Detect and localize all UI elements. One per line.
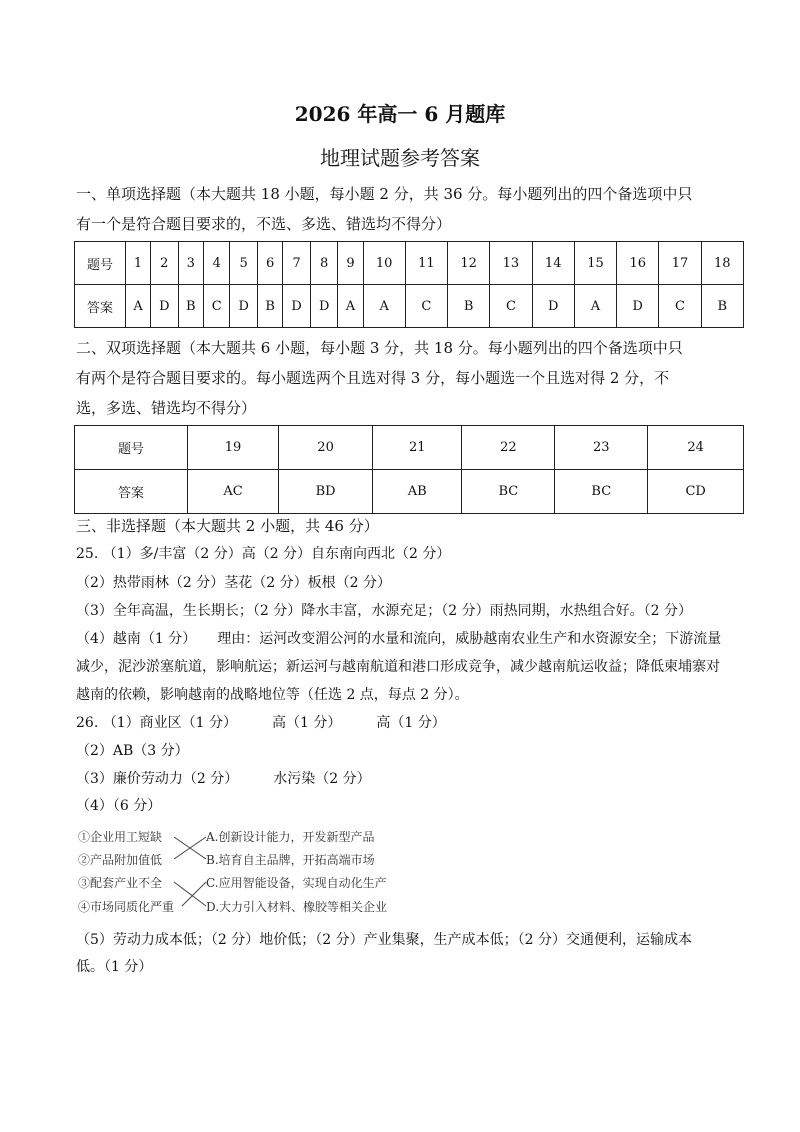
question-cell: 11 bbox=[405, 242, 447, 285]
page-subtitle: 地理试题参考答案 bbox=[320, 146, 480, 170]
row-label-answer: 答案 bbox=[75, 470, 188, 514]
q25-line5: 减少，泥沙淤塞航道，影响航运；新运河与越南航道和港口形成竞争，减少越南航运收益；降低柬埔寨对 bbox=[76, 659, 720, 675]
question-cell: 18 bbox=[701, 242, 743, 285]
answer-cell: B bbox=[448, 285, 490, 328]
row-label-answer: 答案 bbox=[75, 285, 126, 328]
answer-cell: BD bbox=[279, 470, 373, 514]
section1-line2: 有一个是符合题目要求的，不选、多选、错选均不得分） bbox=[76, 215, 452, 233]
answer-cell: C bbox=[204, 285, 230, 328]
matching-left-item: ④市场同质化严重 bbox=[78, 900, 175, 914]
matching-diagram bbox=[78, 826, 398, 922]
table-row bbox=[75, 242, 744, 285]
question-cell: 21 bbox=[373, 426, 462, 470]
answer-cell: A bbox=[126, 285, 151, 328]
answer-cell: B bbox=[701, 285, 743, 328]
table-row bbox=[75, 470, 744, 514]
q25-line4: （4）越南（1 分） 理由：运河改变湄公河的水量和流向，威胁越南农业生产和水资源安全；下游流量 bbox=[76, 631, 722, 647]
section2-line2: 有两个是符合题目要求的。每小题选两个且选对得 3 分，每小题选一个且选对得 2 分，不 bbox=[76, 369, 670, 387]
question-cell: 15 bbox=[574, 242, 616, 285]
answer-cell: D bbox=[617, 285, 659, 328]
question-cell: 9 bbox=[338, 242, 363, 285]
question-cell: 6 bbox=[257, 242, 282, 285]
question-cell: 12 bbox=[448, 242, 490, 285]
question-cell: 2 bbox=[151, 242, 179, 285]
question-cell: 20 bbox=[279, 426, 373, 470]
answer-cell: D bbox=[283, 285, 311, 328]
answer-cell: D bbox=[310, 285, 338, 328]
answer-cell: A bbox=[363, 285, 405, 328]
q25-line3: （3）全年高温，生长期长；（2 分）降水丰富，水源充足；（2 分）雨热同期，水热组合好。（2 分） bbox=[76, 603, 692, 619]
answer-cell: B bbox=[257, 285, 282, 328]
question-cell: 3 bbox=[178, 242, 203, 285]
q26-line2: （2）AB（3 分） bbox=[76, 743, 189, 759]
q26-line5: （5）劳动力成本低；（2 分）地价低；（2 分）产业集聚，生产成本低；（2 分）交通便利，运输成本 bbox=[76, 932, 692, 948]
section2-instructions bbox=[76, 333, 740, 423]
matching-left-item: ②产品附加值低 bbox=[78, 853, 163, 867]
matching-right-item: B.培育自主品牌，开拓高端市场 bbox=[206, 853, 375, 867]
question-cell: 10 bbox=[363, 242, 405, 285]
question-cell: 23 bbox=[555, 426, 648, 470]
answer-cell: A bbox=[574, 285, 616, 328]
row-label-question: 题号 bbox=[75, 426, 188, 470]
q26-line3: （3）廉价劳动力（2 分） 水污染（2 分） bbox=[76, 771, 371, 787]
section1-instructions bbox=[76, 179, 740, 239]
question-cell: 16 bbox=[617, 242, 659, 285]
q26-line4: （4）（6 分） bbox=[76, 798, 162, 814]
row-label-question: 题号 bbox=[75, 242, 126, 285]
q25-line6: 越南的依赖，影响越南的战略地位等（任选 2 点，每点 2 分）。 bbox=[76, 687, 469, 703]
question-cell: 5 bbox=[230, 242, 258, 285]
answer-cell: AB bbox=[373, 470, 462, 514]
question-cell: 14 bbox=[532, 242, 574, 285]
answer-cell: C bbox=[659, 285, 701, 328]
matching-right-item: D.大力引入材料、橡胶等相关企业 bbox=[206, 900, 388, 914]
table-row bbox=[75, 426, 744, 470]
answer-cell: C bbox=[490, 285, 532, 328]
question-cell: 4 bbox=[204, 242, 230, 285]
single-choice-answer-table bbox=[74, 241, 744, 328]
question-cell: 22 bbox=[462, 426, 555, 470]
matching-left-item: ③配套产业不全 bbox=[78, 876, 163, 890]
page-title: 2026 年高一 6 月题库 bbox=[294, 102, 506, 126]
matching-right-item: A.创新设计能力，开发新型产品 bbox=[206, 830, 375, 844]
answer-cell: A bbox=[338, 285, 363, 328]
double-choice-answer-table bbox=[74, 425, 744, 514]
answer-cell: BC bbox=[555, 470, 648, 514]
answer-cell: B bbox=[178, 285, 203, 328]
question-cell: 19 bbox=[188, 426, 279, 470]
answer-cell: C bbox=[405, 285, 447, 328]
question-cell: 24 bbox=[648, 426, 744, 470]
answer-cell: CD bbox=[648, 470, 744, 514]
section2-line1: 二、双项选择题（本大题共 6 小题，每小题 3 分，共 18 分。每小题列出的四个备选项中只 bbox=[76, 339, 683, 357]
q26-line1: 26. （1）商业区（1 分） 高（1 分） 高（1 分） bbox=[76, 715, 446, 731]
q26-line6: 低。（1 分） bbox=[76, 959, 153, 975]
q25-line1: 25. （1）多/丰富（2 分）高（2 分）自东南向西北（2 分） bbox=[76, 546, 451, 562]
matching-right-item: C.应用智能设备，实现自动化生产 bbox=[206, 876, 387, 890]
question-cell: 8 bbox=[310, 242, 338, 285]
section1-line1: 一、单项选择题（本大题共 18 小题，每小题 2 分，共 36 分。每小题列出的四个备选项中只 bbox=[76, 185, 693, 203]
answer-cell: D bbox=[151, 285, 179, 328]
answer-cell: AC bbox=[188, 470, 279, 514]
question-cell: 7 bbox=[283, 242, 311, 285]
matching-left-item: ①企业用工短缺 bbox=[78, 830, 163, 844]
table-row bbox=[75, 285, 744, 328]
section2-line3: 选，多选、错选均不得分） bbox=[76, 399, 257, 417]
answer-cell: BC bbox=[462, 470, 555, 514]
section3-heading: 三、非选择题（本大题共 2 小题，共 46 分） bbox=[76, 517, 379, 535]
q25-line2: （2）热带雨林（2 分）茎花（2 分）板根（2 分） bbox=[76, 575, 391, 591]
question-cell: 1 bbox=[126, 242, 151, 285]
question-cell: 13 bbox=[490, 242, 532, 285]
answer-cell: D bbox=[532, 285, 574, 328]
question-cell: 17 bbox=[659, 242, 701, 285]
answer-cell: D bbox=[230, 285, 258, 328]
